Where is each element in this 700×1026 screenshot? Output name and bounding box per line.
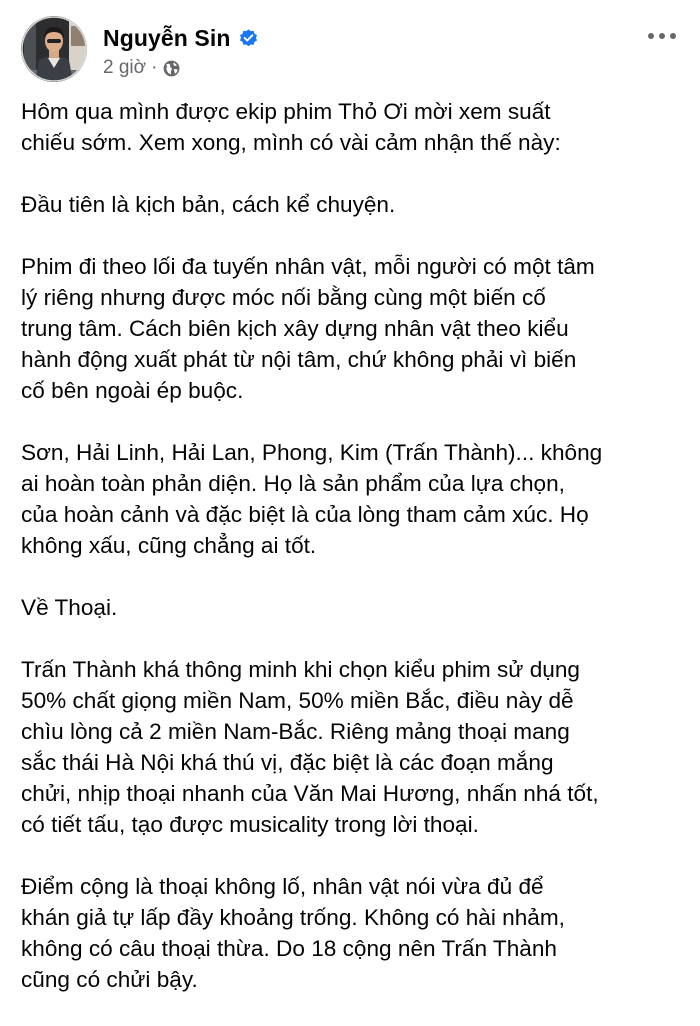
text-line: cố bên ngoài ép buộc. bbox=[21, 378, 244, 403]
text-line: Trấn Thành khá thông minh khi chọn kiểu phim sử dụng bbox=[21, 657, 580, 682]
text-line: cũng có chửi bậy. bbox=[21, 967, 198, 992]
text-line: không có câu thoại thừa. Do 18 cộng nên Trấn Thành bbox=[21, 936, 557, 961]
post-meta bbox=[103, 56, 181, 80]
text-line: Sơn, Hải Linh, Hải Lan, Phong, Kim (Trấn Thành)... không bbox=[21, 440, 603, 465]
post-paragraph bbox=[21, 437, 686, 561]
post-paragraph bbox=[21, 189, 686, 220]
text-line: chửi, nhịp thoại nhanh của Văn Mai Hương, nhấn nhá tốt, bbox=[21, 781, 599, 806]
author-name[interactable]: Nguyễn Sin bbox=[103, 24, 231, 51]
more-options-icon[interactable] bbox=[645, 26, 679, 46]
post-header bbox=[21, 16, 681, 86]
text-line: Về Thoại. bbox=[21, 595, 118, 620]
text-line: Đầu tiên là kịch bản, cách kể chuyện. bbox=[21, 192, 396, 217]
post-paragraph bbox=[21, 96, 686, 158]
post-paragraph bbox=[21, 654, 686, 840]
post-paragraph bbox=[21, 871, 686, 995]
text-line: Điểm cộng là thoại không lố, nhân vật nói vừa đủ để bbox=[21, 874, 544, 899]
text-line: sắc thái Hà Nội khá thú vị, đặc biệt là các đoạn mắng bbox=[21, 750, 554, 775]
avatar-photo-icon bbox=[21, 16, 87, 82]
author-line bbox=[103, 22, 259, 54]
text-line: lý riêng nhưng được móc nối bằng cùng một biến cố bbox=[21, 285, 546, 310]
post-paragraph bbox=[21, 251, 686, 406]
text-line: Hôm qua mình được ekip phim Thỏ Ơi mời xem suất bbox=[21, 99, 551, 124]
post-content bbox=[21, 96, 686, 1026]
meta-separator: · bbox=[151, 57, 158, 78]
text-line: của hoàn cảnh và đặc biệt là của lòng tham cảm xúc. Họ bbox=[21, 502, 589, 527]
text-line: chìu lòng cả 2 miền Nam-Bắc. Riêng mảng thoại mang bbox=[21, 719, 570, 744]
text-line: hành động xuất phát từ nội tâm, chứ không phải vì biến bbox=[21, 347, 577, 372]
verified-badge-icon bbox=[238, 28, 259, 49]
text-line: có tiết tấu, tạo được musicality trong lời thoại. bbox=[21, 812, 479, 837]
post-paragraph bbox=[21, 592, 686, 623]
text-line: ai hoàn toàn phản diện. Họ là sản phẩm của lựa chọn, bbox=[21, 471, 565, 496]
text-line: 50% chất giọng miền Nam, 50% miền Bắc, điều này dễ bbox=[21, 688, 574, 713]
text-line: khán giả tự lấp đầy khoảng trống. Không có hài nhảm, bbox=[21, 905, 565, 930]
author-avatar[interactable] bbox=[21, 16, 87, 82]
text-line: Phim đi theo lối đa tuyến nhân vật, mỗi người có một tâm bbox=[21, 254, 595, 279]
post-timestamp[interactable]: 2 giờ bbox=[103, 57, 147, 78]
text-line: trung tâm. Cách biên kịch xây dựng nhân vật theo kiểu bbox=[21, 316, 569, 341]
text-line: không xấu, cũng chẳng ai tốt. bbox=[21, 533, 317, 558]
text-line: chiếu sớm. Xem xong, mình có vài cảm nhận thế này: bbox=[21, 130, 561, 155]
globe-icon[interactable] bbox=[162, 59, 181, 78]
